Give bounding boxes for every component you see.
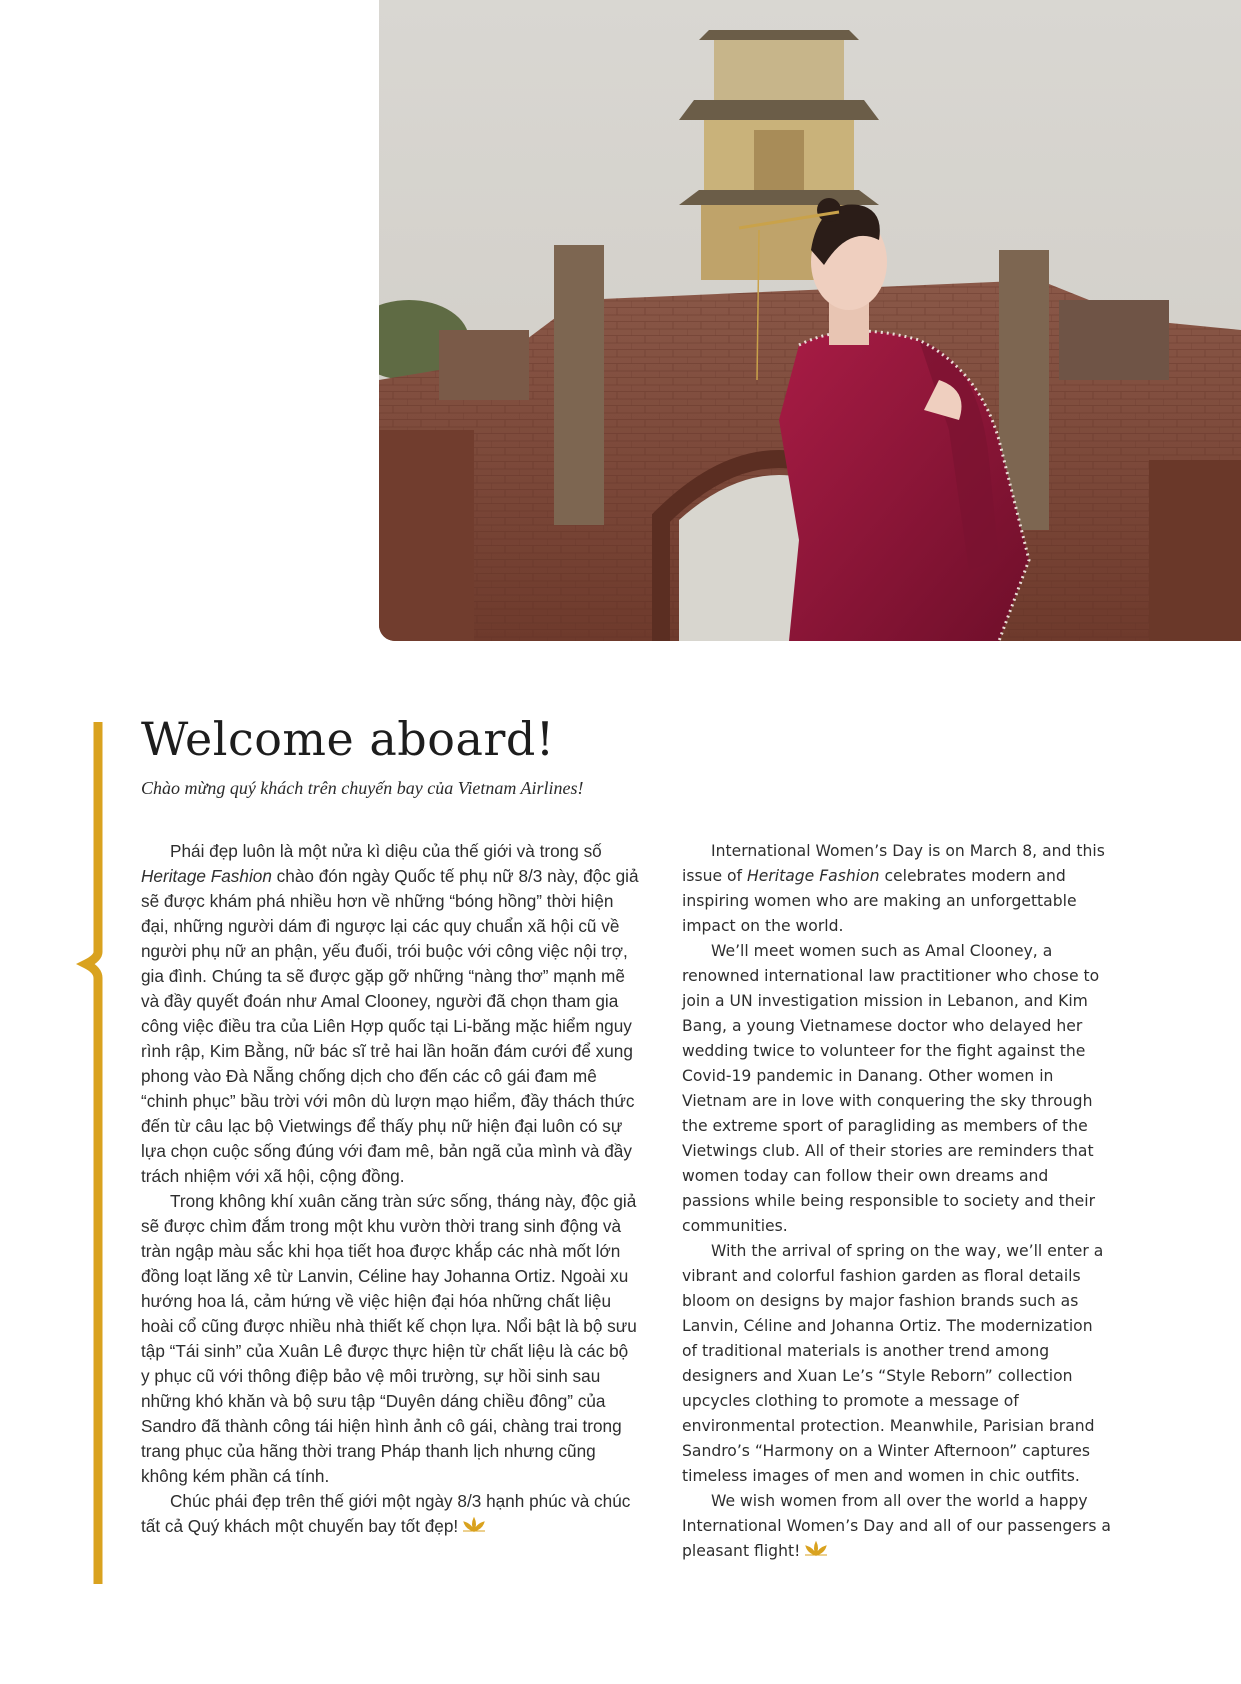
en-paragraph-1: International Women’s Day is on March 8, and this issue of Heritage Fashion celebrates modern and inspiring women who are making an unforgettable impact on the world. <box>682 842 1105 935</box>
en-paragraph-4: We wish women from all over the world a happy International Women’s Day and all of our passengers a pleasant flight! <box>682 1492 1111 1560</box>
article-subtitle: Chào mừng quý khách trên chuyến bay của Vietnam Airlines! <box>141 778 584 798</box>
vietnamese-column <box>141 839 641 1539</box>
hero-photo <box>379 0 1241 641</box>
vi-paragraph-1: Phái đẹp luôn là một nửa kì diệu của thế giới và trong số Heritage Fashion chào đón ngày Quốc tế phụ nữ 8/3 này, độc giả sẽ được khám phá nhiều hơn về những “bóng hồng” thời hiện đại, những người dám đi ngược lại các quy chuẩn xã hội cũ về người phụ nữ an phận, yếu đuối, trói buộc với công việc nội trợ, gia đình. Chúng ta sẽ được gặp gỡ những “nàng thơ” mạnh mẽ và đầy quyết đoán như Amal Clooney, người đã chọn tham gia công việc điều tra của Liên Hợp quốc tại Li-băng mặc hiểm nguy rình rập, Kim Bằng, nữ bác sĩ trẻ hai lần hoãn đám cưới để xung phong vào Đà Nẵng chống dịch cho đến các cô gái đam mê “chinh phục” bầu trời với môn dù lượn mạo hiểm, đầy thách thức đến từ câu lạc bộ Vietwings để thấy phụ nữ hiện đại luôn có sự lựa chọn cuộc sống đúng với đam mê, bản ngã của mình và đầy trách nhiệm với xã hội, cộng đồng. <box>141 841 639 1186</box>
gold-bracket-decoration <box>76 722 106 1584</box>
english-column <box>682 839 1112 1564</box>
vi-paragraph-3: Chúc phái đẹp trên thế giới một ngày 8/3 hạnh phúc và chúc tất cả Quý khách một chuyến bay tốt đẹp! <box>141 1491 631 1536</box>
magazine-name-en: Heritage Fashion <box>747 867 880 885</box>
magazine-name: Heritage Fashion <box>141 866 272 886</box>
lotus-icon <box>462 1517 486 1533</box>
en-paragraph-2: We’ll meet women such as Amal Clooney, a renowned international law practitioner who chose to join a UN investigation mission in Lebanon, and Kim Bang, a young Vietnamese doctor who delayed her wedding twice to volunteer for the fight against the Covid-19 pandemic in Danang. Other women in Vietnam are in love with conquering the sky through the extreme sport of paragliding as members of the Vietwings club. All of their stories are reminders that women today can follow their own dreams and passions while being responsible to society and their communities. <box>682 942 1100 1235</box>
en-paragraph-3: With the arrival of spring on the way, we’ll enter a vibrant and colorful fashion garden as floral details bloom on designs by major fashion brands such as Lanvin, Céline and Johanna Ortiz. The modernization of traditional materials is another trend among designers and Xuan Le’s “Style Reborn” collection upcycles clothing to promote a message of environmental protection. Meanwhile, Parisian brand Sandro’s “Harmony on a Winter Afternoon” captures timeless images of men and women in chic outfits. <box>682 1242 1104 1485</box>
hero-photo-illustration <box>379 0 1241 641</box>
vi-paragraph-2: Trong không khí xuân căng tràn sức sống, tháng này, độc giả sẽ được chìm đắm trong một khu vườn thời trang sinh động và tràn ngập màu sắc khi họa tiết hoa được khắp các nhà mốt lớn đồng loạt lăng xê từ Lanvin, Céline hay Johanna Ortiz. Ngoài xu hướng hoa lá, cảm hứng về việc hiện đại hóa những chất liệu hoài cổ cũng được nhiều nhà thiết kế chọn lựa. Nổi bật là bộ sưu tập “Tái sinh” của Xuân Lê được thực hiện từ chất liệu là các bộ y phục cũ với thông điệp bảo vệ môi trường, sự hồi sinh sau những khó khăn và bộ sưu tập “Duyên dáng chiều đông” của Sandro đã thành công tái hiện hình ảnh cô gái, chàng trai trong trang phục của hãng thời trang Pháp thanh lịch nhưng cũng không kém phần cá tính. <box>141 1191 637 1486</box>
lotus-icon <box>804 1541 828 1557</box>
article-title: Welcome aboard! <box>141 712 555 766</box>
